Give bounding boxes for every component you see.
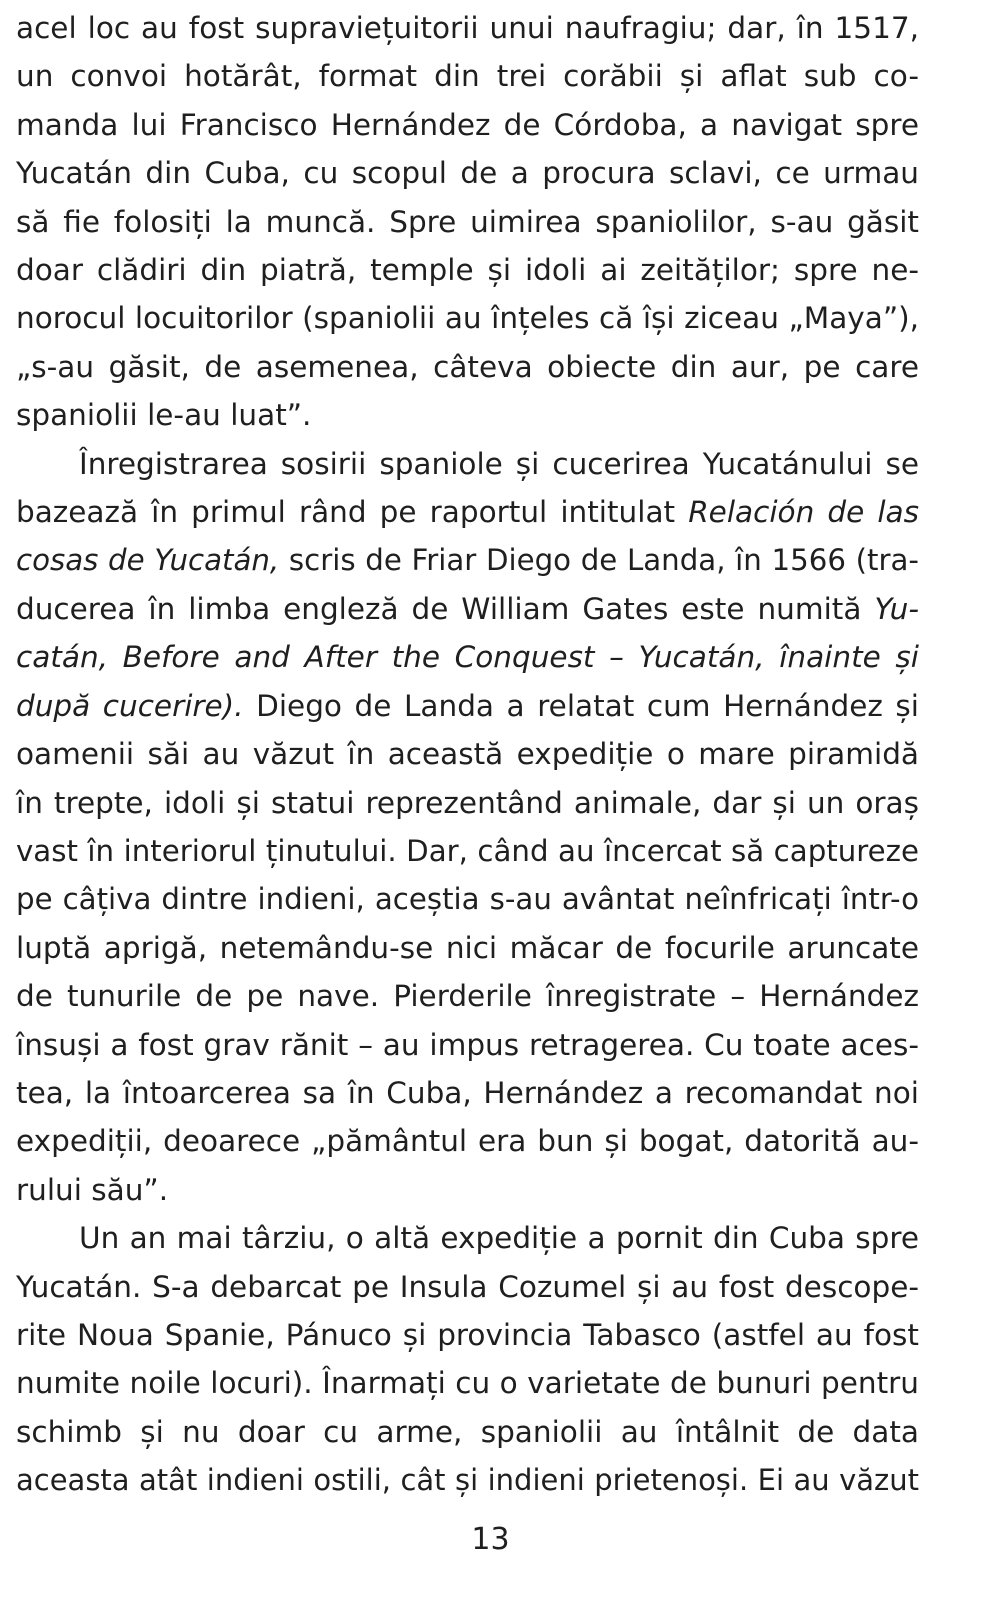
- text-line: să fie folosiți la muncă. Spre uimirea spaniolilor, s-au găsit: [16, 204, 919, 239]
- text-line: doar clădiri din piatră, temple și idoli ai zeităților; spre ne-: [16, 253, 919, 288]
- text-line: oamenii săi au văzut în această expediție o mare piramidă: [16, 737, 919, 772]
- text-line: în trepte, idoli și statui reprezentând animale, dar și un oraș: [16, 785, 919, 820]
- text-line: Yucatán din Cuba, cu scopul de a procura sclavi, ce urmau: [16, 156, 919, 191]
- text-line: rite Noua Spanie, Pánuco și provincia Tabasco (astfel au fost: [16, 1317, 919, 1352]
- text-line: după cucerire). Diego de Landa a relatat cum Hernández și: [16, 688, 919, 723]
- book-page: [16, 4, 919, 1505]
- text-line: expediții, deoarece „pământul era bun și bogat, datorită au-: [16, 1124, 919, 1159]
- text-line: cosas de Yucatán, scris de Friar Diego de Landa, în 1566 (tra-: [16, 543, 919, 578]
- text-line: numite noile locuri). Înarmați cu o varietate de bunuri pentru: [16, 1366, 919, 1401]
- paragraph-1: [16, 4, 919, 440]
- text-line: bazează în primul rând pe raportul intitulat Relación de las: [16, 495, 919, 530]
- text-line: însuși a fost grav rănit – au impus retragerea. Cu toate aces-: [16, 1027, 919, 1062]
- text-line: schimb și nu doar cu arme, spaniolii au întâlnit de data: [16, 1414, 919, 1449]
- text-line: acel loc au fost supraviețuitorii unui naufragiu; dar, în 1517,: [16, 11, 919, 45]
- italic-title: cosas de Yucatán,: [16, 543, 280, 578]
- text-line: Un an mai târziu, o altă expediție a pornit din Cuba spre: [79, 1221, 919, 1256]
- text-line: pe câțiva dintre indieni, aceștia s-au avântat neînfricați într-o: [16, 882, 919, 917]
- paragraph-2: [16, 440, 919, 1215]
- text-line: catán, Before and After the Conquest – Yucatán, înainte și: [16, 640, 919, 675]
- italic-title: Yu-: [874, 591, 919, 626]
- text-line: aceasta atât indieni ostili, cât și indieni prietenoși. Ei au văzut: [16, 1463, 919, 1498]
- text-line: vast în interiorul ținutului. Dar, când au încercat să captureze: [16, 833, 919, 868]
- text-line: „s-au găsit, de asemenea, câteva obiecte din aur, pe care: [16, 349, 919, 384]
- text-line: spaniolii le-au luat”.: [16, 398, 312, 433]
- text-line: norocul locuitorilor (spaniolii au înțeles că își ziceau „Maya”),: [16, 301, 919, 336]
- text-line: de tunurile de pe nave. Pierderile înregistrate – Hernández: [16, 979, 919, 1014]
- page-number: 13: [471, 1522, 510, 1557]
- italic-title: după cucerire).: [16, 688, 244, 723]
- text-line: tea, la întoarcerea sa în Cuba, Hernández a recomandat noi: [16, 1075, 919, 1110]
- text-line: manda lui Francisco Hernández de Córdoba, a navigat spre: [16, 107, 919, 142]
- text-line: Înregistrarea sosirii spaniole și cucerirea Yucatánului se: [79, 446, 919, 481]
- text-line: Yucatán. S-a debarcat pe Insula Cozumel și au fost descope-: [16, 1269, 919, 1304]
- text-line: rului său”.: [16, 1172, 169, 1207]
- text-line: ducerea în limba engleză de William Gates este numită Yu-: [16, 591, 919, 626]
- italic-title: Relación de las: [688, 495, 919, 530]
- text-line: luptă aprigă, netemându-se nici măcar de focurile aruncate: [16, 930, 919, 965]
- text-line: un convoi hotărât, format din trei corăbii și aflat sub co-: [16, 59, 919, 94]
- paragraph-3: [16, 1214, 919, 1504]
